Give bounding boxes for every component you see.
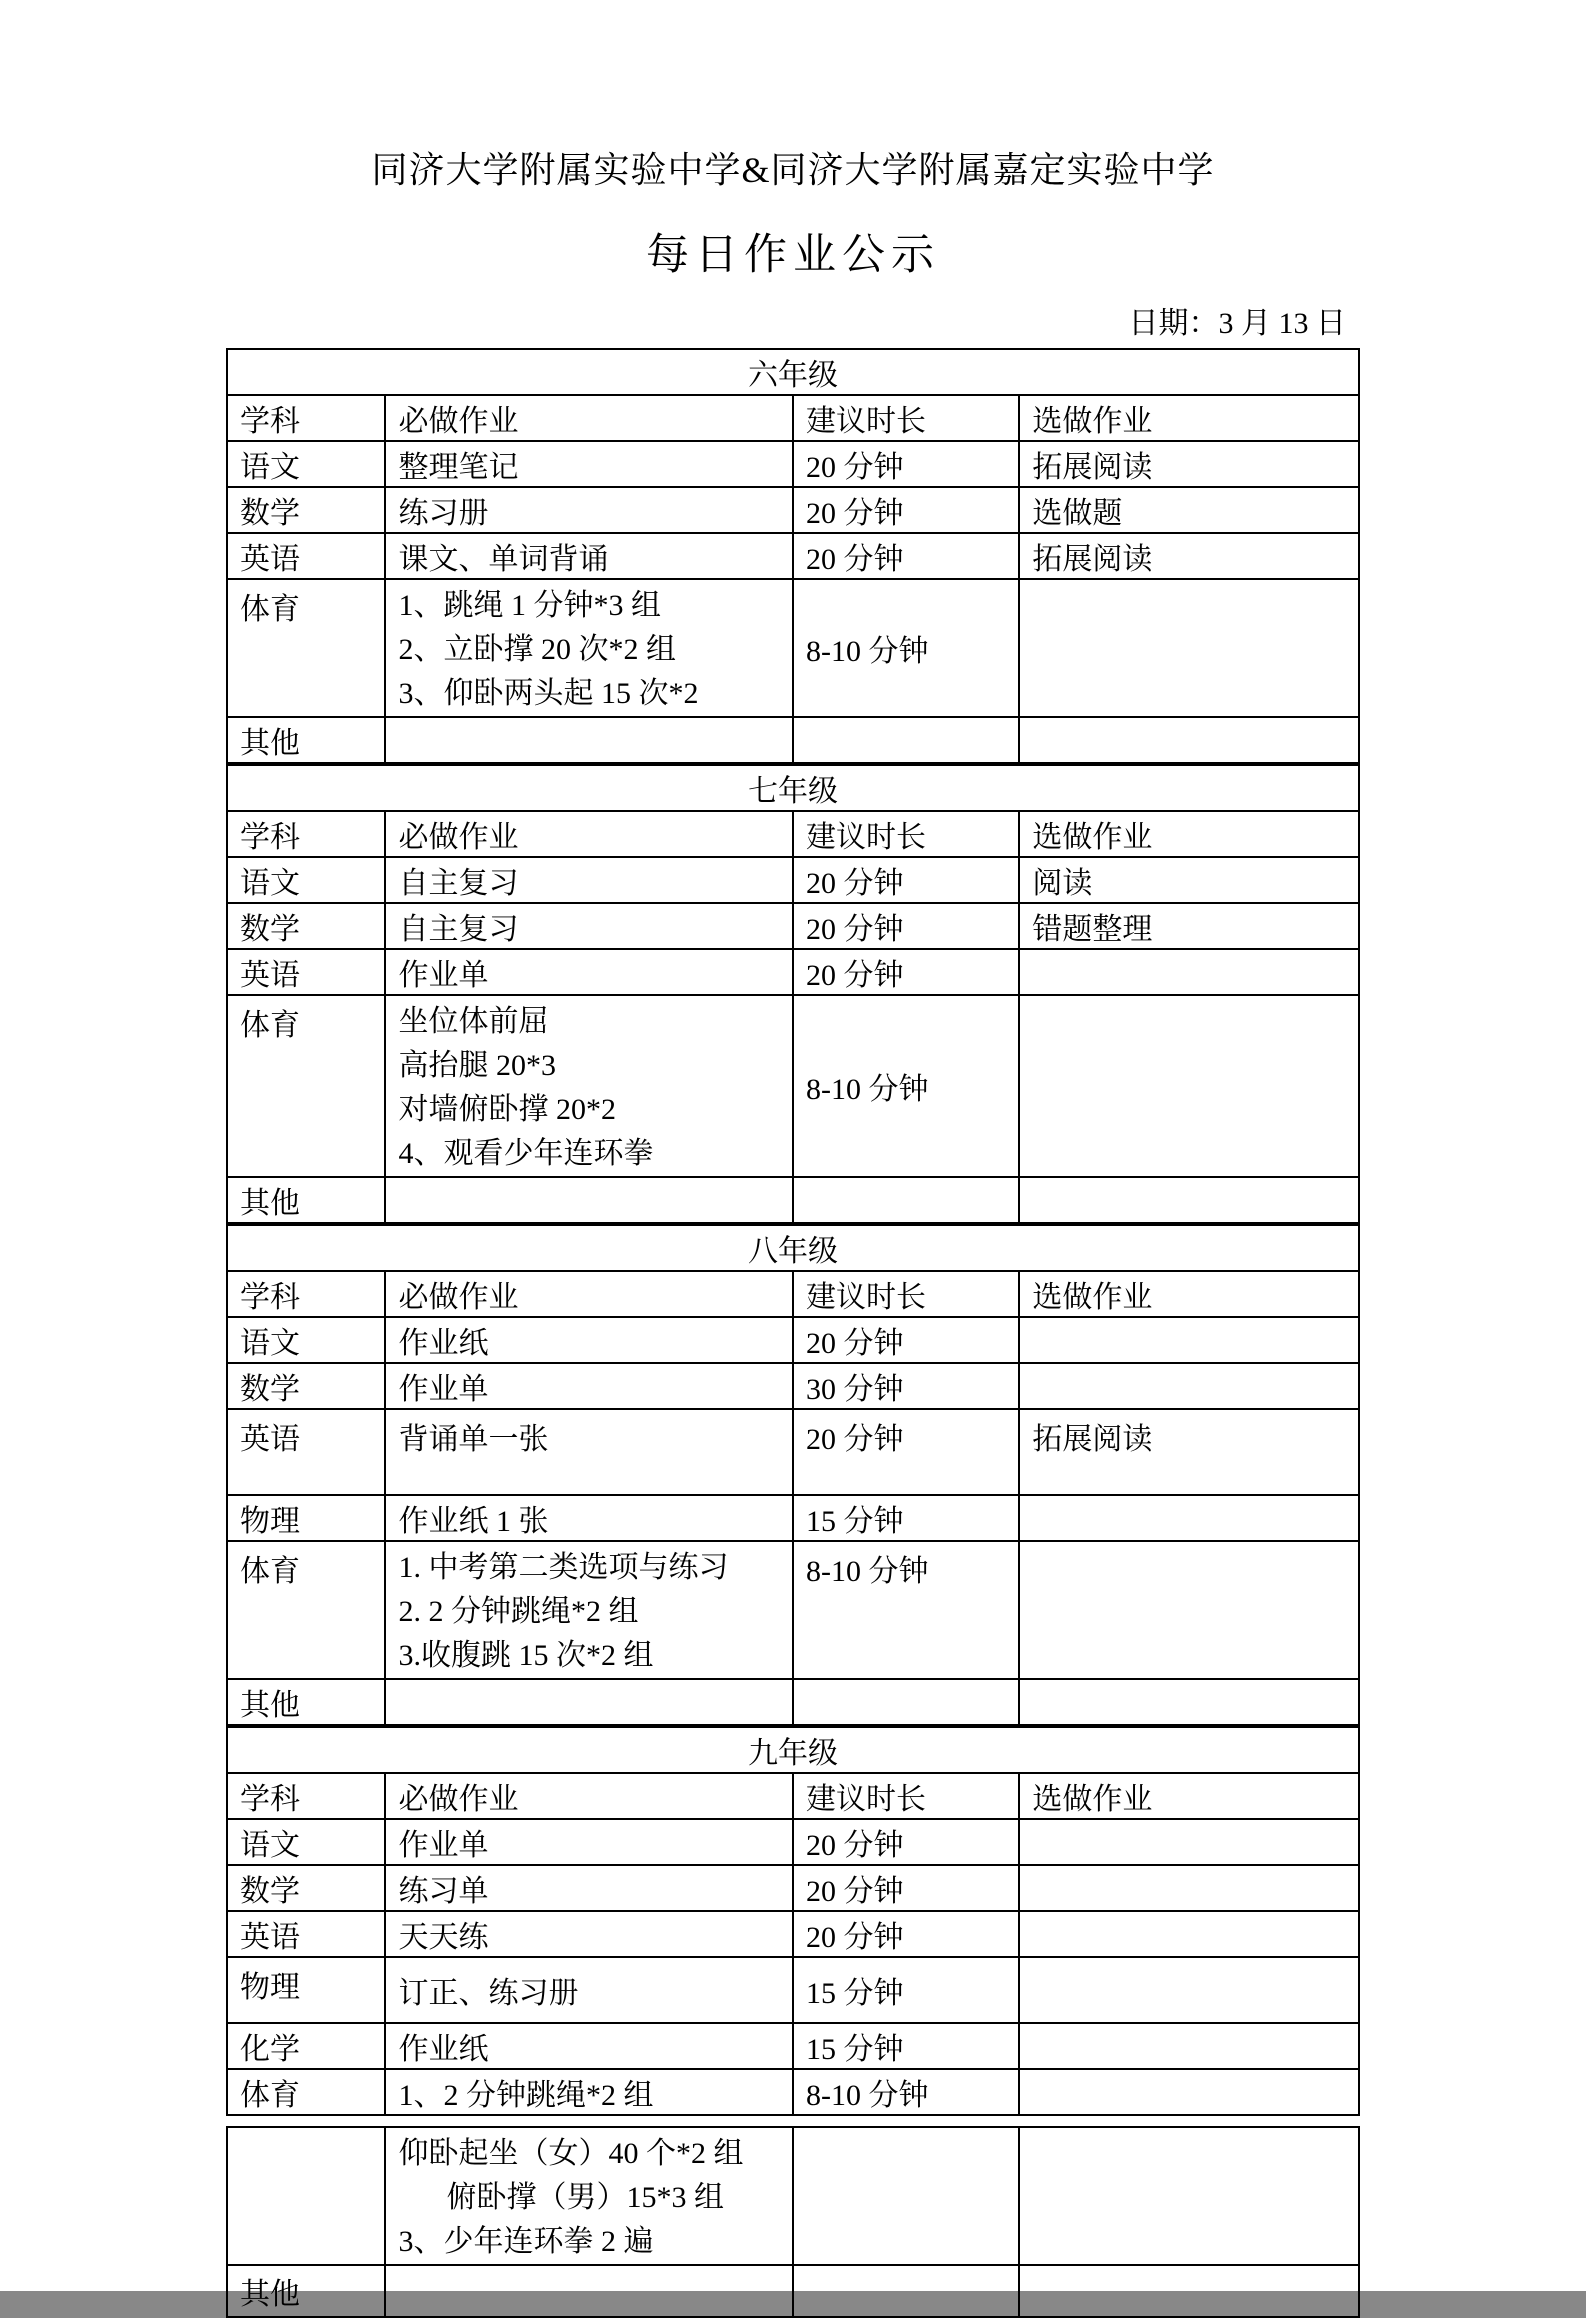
subject-cell: 体育: [227, 995, 385, 1177]
duration-cell: [793, 717, 1019, 763]
optional-cell: [1019, 2265, 1359, 2317]
table-row: [227, 2023, 1359, 2069]
duration-cell: 20 分钟: [793, 857, 1019, 903]
optional-cell: [1019, 579, 1359, 717]
optional-cell: 阅读: [1019, 857, 1359, 903]
subject-cell: 其他: [227, 717, 385, 763]
subject-cell: 英语: [227, 1409, 385, 1495]
optional-cell: 选做题: [1019, 487, 1359, 533]
table-row: [227, 1865, 1359, 1911]
subject-cell: 语文: [227, 1317, 385, 1363]
subject-cell: 其他: [227, 2265, 385, 2317]
grade-title: 六年级: [227, 349, 1359, 395]
subject-cell: 数学: [227, 1363, 385, 1409]
grade-title: 九年级: [227, 1727, 1359, 1773]
homework-line: 4、观看少年连环拳: [398, 1137, 654, 1170]
optional-cell: 错题整理: [1019, 903, 1359, 949]
homework-line: 1. 中考第二类选项与练习: [398, 1551, 729, 1584]
column-header-row: [227, 1271, 1359, 1317]
table-row-sports-continued: [227, 2127, 1359, 2265]
optional-cell: [1019, 1819, 1359, 1865]
required-cell: 作业纸 1 张: [385, 1495, 793, 1541]
column-header-row: [227, 1773, 1359, 1819]
grade-7-table: [226, 764, 1360, 1224]
duration-cell: 20 分钟: [793, 949, 1019, 995]
table-row: [227, 857, 1359, 903]
duration-cell: 20 分钟: [793, 1911, 1019, 1957]
grade-9-table: [226, 1726, 1360, 2116]
col-header-subject: 学科: [227, 1271, 385, 1317]
optional-cell: [1019, 1177, 1359, 1223]
optional-cell: 拓展阅读: [1019, 441, 1359, 487]
required-cell: 作业单: [385, 1819, 793, 1865]
subject-cell: 其他: [227, 1679, 385, 1725]
table-row: [227, 1911, 1359, 1957]
duration-cell: 15 分钟: [793, 2023, 1019, 2069]
required-cell: [385, 2265, 793, 2317]
optional-cell: [1019, 1495, 1359, 1541]
table-row-sports: [227, 995, 1359, 1177]
subject-cell: 体育: [227, 579, 385, 717]
grade-title: 八年级: [227, 1225, 1359, 1271]
required-cell: [385, 1177, 793, 1223]
optional-cell: [1019, 995, 1359, 1177]
required-cell: [385, 1679, 793, 1725]
col-header-subject: 学科: [227, 811, 385, 857]
subject-cell: 英语: [227, 1911, 385, 1957]
duration-cell: 20 分钟: [793, 1409, 1019, 1495]
page-title: 每日作业公示: [646, 232, 940, 279]
subject-cell: 数学: [227, 487, 385, 533]
required-cell: 课文、单词背诵: [385, 533, 793, 579]
optional-cell: [1019, 1679, 1359, 1725]
col-header-required: 必做作业: [385, 1773, 793, 1819]
duration-cell: 20 分钟: [793, 441, 1019, 487]
required-cell: [385, 717, 793, 763]
table-row: [227, 2265, 1359, 2317]
duration-cell: 20 分钟: [793, 1317, 1019, 1363]
grade-7-header-row: [227, 765, 1359, 811]
table-row: [227, 1495, 1359, 1541]
table-row: [227, 903, 1359, 949]
homework-line: 1、跳绳 1 分钟*3 组: [398, 589, 661, 622]
duration-cell: [793, 2127, 1019, 2265]
duration-cell: [793, 1679, 1019, 1725]
grade-6-header-row: [227, 349, 1359, 395]
grade-9-table-continued: [226, 2126, 1360, 2318]
optional-cell: [1019, 1541, 1359, 1679]
subject-cell: 语文: [227, 857, 385, 903]
duration-cell: 8-10 分钟: [793, 995, 1019, 1177]
duration-cell: 8-10 分钟: [793, 579, 1019, 717]
duration-cell: 20 分钟: [793, 903, 1019, 949]
table-row: [227, 1363, 1359, 1409]
duration-cell: 8-10 分钟: [793, 1541, 1019, 1679]
grade-6-table: [226, 348, 1360, 764]
subject-cell: 其他: [227, 1177, 385, 1223]
table-row-sports: [227, 1541, 1359, 1679]
col-header-optional: 选做作业: [1019, 1773, 1359, 1819]
table-row: [227, 441, 1359, 487]
col-header-required: 必做作业: [385, 811, 793, 857]
required-cell: 作业单: [385, 949, 793, 995]
required-cell: [385, 995, 793, 1177]
optional-cell: [1019, 949, 1359, 995]
required-cell: 作业纸: [385, 2023, 793, 2069]
table-row: [227, 487, 1359, 533]
required-cell: 背诵单一张: [385, 1409, 793, 1495]
col-header-required: 必做作业: [385, 395, 793, 441]
optional-cell: 拓展阅读: [1019, 533, 1359, 579]
homework-line: 仰卧起坐（女）40 个*2 组: [398, 2137, 744, 2170]
required-cell: 整理笔记: [385, 441, 793, 487]
duration-cell: 30 分钟: [793, 1363, 1019, 1409]
table-row: [227, 1819, 1359, 1865]
homework-line: 对墙俯卧撑 20*2: [398, 1093, 616, 1126]
required-cell: [385, 1541, 793, 1679]
column-header-row: [227, 811, 1359, 857]
col-header-duration: 建议时长: [793, 1271, 1019, 1317]
duration-cell: 8-10 分钟: [793, 2069, 1019, 2115]
col-header-required: 必做作业: [385, 1271, 793, 1317]
optional-cell: [1019, 2069, 1359, 2115]
required-cell: 自主复习: [385, 857, 793, 903]
required-cell: 作业纸: [385, 1317, 793, 1363]
grade-8-header-row: [227, 1225, 1359, 1271]
grade-9-header-row: [227, 1727, 1359, 1773]
col-header-optional: 选做作业: [1019, 395, 1359, 441]
required-cell: 练习册: [385, 487, 793, 533]
subject-cell: 体育: [227, 1541, 385, 1679]
optional-cell: [1019, 717, 1359, 763]
homework-line: 3、仰卧两头起 15 次*2: [398, 677, 699, 710]
optional-cell: [1019, 2127, 1359, 2265]
homework-line: 3.收腹跳 15 次*2 组: [398, 1639, 654, 1672]
table-row: [227, 1177, 1359, 1223]
subject-cell: 英语: [227, 533, 385, 579]
optional-cell: [1019, 1911, 1359, 1957]
optional-cell: [1019, 1957, 1359, 2023]
col-header-subject: 学科: [227, 1773, 385, 1819]
duration-cell: 20 分钟: [793, 533, 1019, 579]
required-cell: 作业单: [385, 1363, 793, 1409]
subject-cell: 体育: [227, 2069, 385, 2115]
date-label: 日期：3 月 13 日: [1128, 307, 1346, 340]
duration-cell: 20 分钟: [793, 487, 1019, 533]
table-row: [227, 717, 1359, 763]
subject-cell: [227, 2127, 385, 2265]
homework-line: 2、立卧撑 20 次*2 组: [398, 633, 676, 666]
col-header-duration: 建议时长: [793, 395, 1019, 441]
optional-cell: 拓展阅读: [1019, 1409, 1359, 1495]
homework-line: 高抬腿 20*3: [398, 1049, 556, 1082]
required-cell: 练习单: [385, 1865, 793, 1911]
col-header-optional: 选做作业: [1019, 811, 1359, 857]
homework-line: 2. 2 分钟跳绳*2 组: [398, 1595, 639, 1628]
required-cell: 1、2 分钟跳绳*2 组: [385, 2069, 793, 2115]
col-header-optional: 选做作业: [1019, 1271, 1359, 1317]
grade-title: 七年级: [227, 765, 1359, 811]
required-cell: 订正、练习册: [385, 1957, 793, 2023]
duration-cell: 20 分钟: [793, 1865, 1019, 1911]
optional-cell: [1019, 1363, 1359, 1409]
subject-cell: 英语: [227, 949, 385, 995]
table-row: [227, 1317, 1359, 1363]
optional-cell: [1019, 1317, 1359, 1363]
homework-line: 3、少年连环拳 2 遍: [398, 2225, 654, 2258]
table-row: [227, 1957, 1359, 2023]
grade-8-table: [226, 1224, 1360, 1726]
subject-cell: 物理: [227, 1495, 385, 1541]
table-row-sports: [227, 579, 1359, 717]
duration-cell: 20 分钟: [793, 1819, 1019, 1865]
column-header-row: [227, 395, 1359, 441]
subject-cell: 数学: [227, 903, 385, 949]
subject-cell: 语文: [227, 441, 385, 487]
school-title: 同济大学附属实验中学&同济大学附属嘉定实验中学: [371, 150, 1215, 190]
homework-line: 俯卧撑（男）15*3 组: [446, 2181, 724, 2214]
col-header-duration: 建议时长: [793, 1773, 1019, 1819]
optional-cell: [1019, 2023, 1359, 2069]
subject-cell: 物理: [227, 1957, 385, 2023]
subject-cell: 数学: [227, 1865, 385, 1911]
table-row: [227, 1409, 1359, 1495]
table-row: [227, 533, 1359, 579]
homework-line: 坐位体前屈: [398, 1005, 549, 1038]
required-cell: [385, 579, 793, 717]
optional-cell: [1019, 1865, 1359, 1911]
required-cell: 天天练: [385, 1911, 793, 1957]
table-row: [227, 949, 1359, 995]
required-cell: [385, 2127, 793, 2265]
required-cell: 自主复习: [385, 903, 793, 949]
col-header-duration: 建议时长: [793, 811, 1019, 857]
table-row: [227, 1679, 1359, 1725]
table-row-sports: [227, 2069, 1359, 2115]
duration-cell: [793, 2265, 1019, 2317]
subject-cell: 语文: [227, 1819, 385, 1865]
duration-cell: [793, 1177, 1019, 1223]
duration-cell: 15 分钟: [793, 1957, 1019, 2023]
subject-cell: 化学: [227, 2023, 385, 2069]
duration-cell: 15 分钟: [793, 1495, 1019, 1541]
col-header-subject: 学科: [227, 395, 385, 441]
